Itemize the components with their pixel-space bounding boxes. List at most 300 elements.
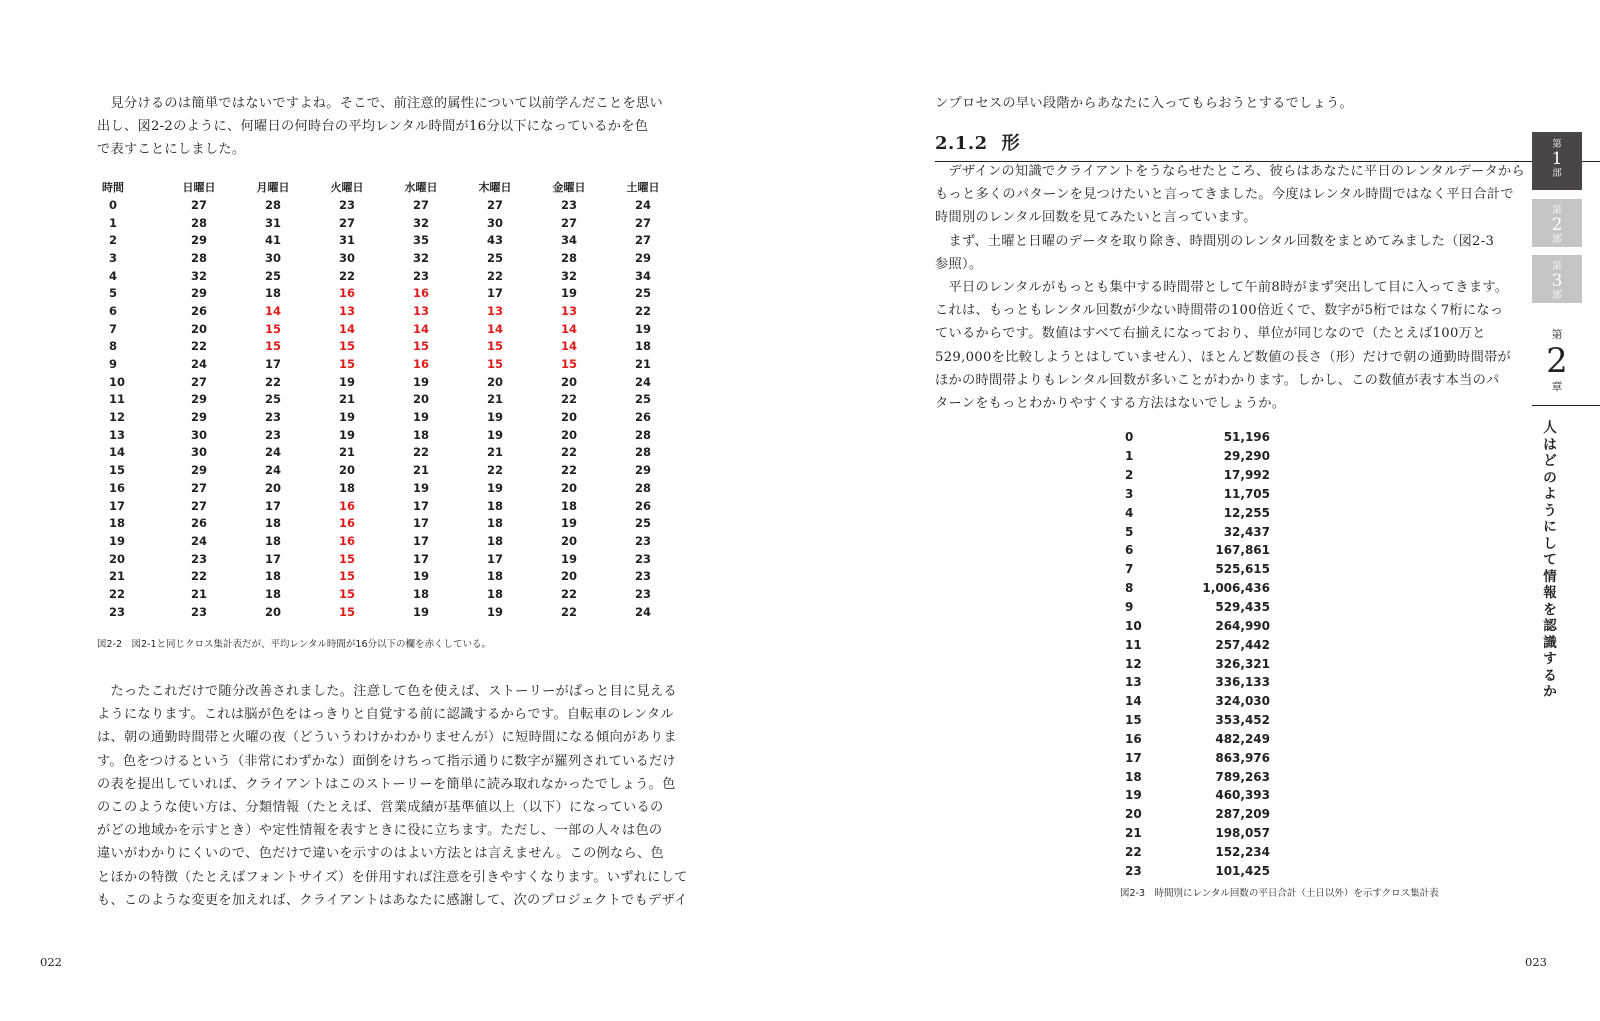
value-cell: 21: [486, 392, 503, 407]
table-row: [96, 373, 680, 391]
value-cell: 18: [486, 516, 503, 531]
value-cell: 28: [264, 197, 281, 212]
table-row: [96, 567, 680, 585]
hour-cell: 21: [1125, 826, 1142, 841]
value-cell: 25: [264, 392, 281, 407]
value-cell: 17: [412, 551, 429, 566]
table-row: [1125, 654, 1270, 673]
table-row: [1125, 711, 1270, 730]
table-row: [1125, 447, 1270, 466]
value-cell: 26: [634, 498, 651, 513]
total-cell: 51,196: [1223, 430, 1270, 445]
hour-cell: 16: [109, 480, 126, 495]
value-cell: 22: [560, 604, 577, 619]
value-cell: 14: [486, 321, 503, 336]
value-cell: 29: [190, 410, 207, 425]
text-line: 時間別のレンタル回数を見てみたいと言っています。: [935, 210, 1257, 226]
value-cell: 29: [190, 233, 207, 248]
value-cell: 16: [338, 286, 355, 301]
hour-cell: 3: [1125, 486, 1134, 501]
hour-cell: 4: [109, 268, 118, 283]
value-cell: 23: [264, 410, 281, 425]
value-cell: 29: [190, 463, 207, 478]
hour-cell: 11: [1125, 637, 1142, 652]
hour-cell: 12: [109, 410, 126, 425]
table-row: [96, 267, 680, 285]
text-line: 違いがわかりにくいので、色だけで違いを示すのはよい方法とは言えません。この例なら、色: [97, 846, 664, 862]
value-cell: 24: [190, 357, 207, 372]
table-row: [1125, 748, 1270, 767]
text-line: これは、もっともレンタル回数が少ない時間帯の100倍近くで、数字が5桁ではなく7桁になっ: [935, 303, 1504, 319]
part-2-tab[interactable]: [1532, 199, 1582, 247]
value-cell: 17: [412, 498, 429, 513]
value-cell: 25: [634, 286, 651, 301]
value-cell: 25: [264, 268, 281, 283]
total-cell: 101,425: [1215, 863, 1270, 878]
total-cell: 529,435: [1215, 600, 1270, 615]
value-cell: 29: [190, 286, 207, 301]
value-cell: 28: [190, 250, 207, 265]
value-cell: 24: [634, 374, 651, 389]
value-cell: 23: [412, 268, 429, 283]
chapter-2-tab: [1532, 328, 1582, 394]
value-cell: 22: [560, 463, 577, 478]
table-row: [96, 249, 680, 267]
value-cell: 27: [560, 215, 577, 230]
column-header: 時間: [102, 181, 124, 194]
value-cell: 15: [338, 551, 355, 566]
value-cell: 15: [338, 569, 355, 584]
part-1-prefix: 第: [1552, 139, 1562, 150]
value-cell: 18: [338, 480, 355, 495]
value-cell: 15: [486, 357, 503, 372]
hour-cell: 19: [1125, 788, 1142, 803]
value-cell: 15: [338, 604, 355, 619]
value-cell: 30: [190, 445, 207, 460]
table-row: [1125, 466, 1270, 485]
total-cell: 1,006,436: [1202, 581, 1270, 596]
value-cell: 28: [634, 445, 651, 460]
value-cell: 26: [190, 516, 207, 531]
value-cell: 23: [634, 586, 651, 601]
text-line: で表すことにしました。: [97, 142, 246, 158]
value-cell: 27: [634, 215, 651, 230]
value-cell: 17: [264, 357, 281, 372]
table-row: [1125, 824, 1270, 843]
value-cell: 21: [634, 357, 651, 372]
column-header: 金曜日: [552, 181, 586, 194]
value-cell: 15: [264, 321, 281, 336]
total-cell: 198,057: [1215, 826, 1270, 841]
figure-caption-2-3: [1120, 886, 1439, 901]
value-cell: 32: [190, 268, 207, 283]
value-cell: 17: [264, 551, 281, 566]
intro-paragraph: [97, 92, 663, 162]
column-header: 土曜日: [626, 181, 660, 194]
value-cell: 18: [486, 586, 503, 601]
continued-line: ンプロセスの早い段階からあなたに入ってもらおうとするでしょう。: [935, 96, 1353, 111]
text-line: 見分けるのは簡単ではないですよね。そこで、前注意的属性について以前学んだことを思い: [97, 96, 663, 111]
hour-cell: 5: [109, 286, 118, 301]
table-row: [96, 284, 680, 302]
table-row: [1125, 861, 1270, 880]
hour-cell: 19: [109, 533, 126, 548]
total-cell: 12,255: [1223, 505, 1270, 520]
value-cell: 18: [264, 286, 281, 301]
value-cell: 16: [412, 357, 429, 372]
table-row: [96, 196, 680, 214]
value-cell: 19: [486, 427, 503, 442]
value-cell: 18: [560, 498, 577, 513]
total-cell: 326,321: [1215, 656, 1270, 671]
value-cell: 30: [190, 427, 207, 442]
value-cell: 19: [338, 427, 355, 442]
section-body: [935, 160, 1535, 415]
text-line: まず、土曜と日曜のデータを取り除き、時間別のレンタル回数をまとめてみました（図2-3: [935, 233, 1495, 249]
value-cell: 17: [412, 516, 429, 531]
total-cell: 264,990: [1215, 618, 1270, 633]
value-cell: 19: [634, 321, 651, 336]
table-row: [96, 479, 680, 497]
value-cell: 18: [412, 427, 429, 442]
table-row: [96, 514, 680, 532]
text-line: ほかの時間帯よりもレンタル回数が多いことがわかります。しかし、この数値が表す本当のパ: [935, 372, 1500, 388]
value-cell: 30: [486, 215, 503, 230]
left-page: [0, 0, 790, 1021]
value-cell: 32: [412, 215, 429, 230]
value-cell: 34: [634, 268, 651, 283]
value-cell: 28: [634, 480, 651, 495]
table-row: [1125, 616, 1270, 635]
total-cell: 789,263: [1215, 769, 1270, 784]
value-cell: 28: [190, 215, 207, 230]
table-row: [1125, 541, 1270, 560]
value-cell: 13: [338, 303, 355, 318]
hour-cell: 22: [1125, 844, 1142, 859]
value-cell: 22: [560, 586, 577, 601]
column-header: 水曜日: [404, 181, 438, 194]
text-line: ているからです。数値はすべて右揃えになっており、単位が同じなので（たとえば100万と: [935, 326, 1486, 342]
part-3-number: 3: [1551, 271, 1563, 291]
value-cell: 16: [412, 286, 429, 301]
total-cell: 17,992: [1223, 468, 1270, 483]
text-line: 参照）。: [935, 256, 983, 272]
table-row: [1125, 767, 1270, 786]
value-cell: 30: [338, 250, 355, 265]
chapter-suffix: 章: [1551, 380, 1563, 393]
value-cell: 14: [412, 321, 429, 336]
hour-cell: 10: [1125, 618, 1142, 633]
column-header: 火曜日: [330, 181, 364, 194]
part-3-prefix: 第: [1552, 261, 1562, 272]
total-cell: 29,290: [1223, 449, 1270, 464]
hour-cell: 3: [109, 250, 118, 265]
value-cell: 22: [338, 268, 355, 283]
value-cell: 34: [560, 233, 577, 248]
value-cell: 14: [560, 339, 577, 354]
value-cell: 19: [486, 410, 503, 425]
value-cell: 23: [338, 197, 355, 212]
value-cell: 22: [560, 392, 577, 407]
hour-cell: 15: [109, 463, 126, 478]
column-header: 木曜日: [478, 181, 512, 194]
hour-cell: 14: [109, 445, 126, 460]
value-cell: 27: [190, 197, 207, 212]
value-cell: 19: [338, 410, 355, 425]
weekday-average-table: [96, 178, 680, 621]
part-1-tab[interactable]: [1532, 132, 1582, 190]
value-cell: 32: [560, 268, 577, 283]
hour-cell: 1: [1125, 449, 1134, 464]
value-cell: 20: [560, 569, 577, 584]
text-line: 出し、図2-2のように、何曜日の何時台の平均レンタル時間が16分以下になっているかを色: [97, 119, 649, 135]
value-cell: 22: [486, 268, 503, 283]
part-3-suffix: 部: [1552, 290, 1562, 301]
hour-cell: 7: [109, 321, 118, 336]
hour-cell: 8: [109, 339, 118, 354]
table-row: [96, 603, 680, 621]
hour-cell: 2: [1125, 468, 1134, 483]
value-cell: 21: [190, 586, 207, 601]
part-1-suffix: 部: [1552, 168, 1562, 179]
text-line: 529,000を比較しようとはしていません）、ほとんど数値の長さ（形）だけで朝の通勤時間帯が: [935, 349, 1512, 365]
hour-cell: 9: [109, 357, 118, 372]
value-cell: 13: [560, 303, 577, 318]
table-row: [1125, 730, 1270, 749]
value-cell: 20: [560, 410, 577, 425]
value-cell: 16: [338, 533, 355, 548]
table-row: [96, 391, 680, 409]
value-cell: 25: [634, 516, 651, 531]
value-cell: 18: [264, 516, 281, 531]
value-cell: 17: [264, 498, 281, 513]
value-cell: 29: [190, 392, 207, 407]
total-cell: 287,209: [1215, 807, 1270, 822]
value-cell: 25: [634, 392, 651, 407]
value-cell: 21: [338, 392, 355, 407]
hour-cell: 22: [109, 586, 126, 601]
hour-cell: 21: [109, 569, 126, 584]
value-cell: 15: [486, 339, 503, 354]
text-line: 平日のレンタルがもっとも集中する時間帯として午前8時がまず突出して目に入ってきます。: [935, 280, 1509, 296]
value-cell: 23: [634, 551, 651, 566]
table-row: [1125, 428, 1270, 447]
total-cell: 525,615: [1215, 562, 1270, 577]
value-cell: 18: [264, 533, 281, 548]
hour-cell: 16: [1125, 731, 1142, 746]
table-row: [96, 231, 680, 249]
value-cell: 43: [486, 233, 503, 248]
hour-cell: 23: [109, 604, 126, 619]
value-cell: 19: [560, 516, 577, 531]
value-cell: 15: [412, 339, 429, 354]
value-cell: 26: [190, 303, 207, 318]
value-cell: 19: [486, 480, 503, 495]
hour-cell: 13: [1125, 675, 1142, 690]
value-cell: 24: [190, 533, 207, 548]
value-cell: 22: [190, 339, 207, 354]
text-line: は、朝の通勤時間帯と火曜の夜（どういうわけかわかりませんが）に短時間になる傾向がありま: [97, 730, 677, 746]
table-row: [1125, 560, 1270, 579]
value-cell: 23: [264, 427, 281, 442]
value-cell: 16: [338, 498, 355, 513]
text-line: がどの地域かを示すとき）や定性情報を表すときに役に立ちます。ただし、一部の人々は色の: [97, 823, 663, 839]
value-cell: 22: [560, 445, 577, 460]
value-cell: 18: [634, 339, 651, 354]
hour-cell: 1: [109, 215, 118, 230]
table-row: [96, 426, 680, 444]
hour-cell: 2: [109, 233, 118, 248]
part-2-number: 2: [1551, 215, 1563, 235]
value-cell: 24: [634, 197, 651, 212]
value-cell: 28: [634, 427, 651, 442]
hour-cell: 11: [109, 392, 126, 407]
hour-cell: 17: [109, 498, 126, 513]
value-cell: 22: [412, 445, 429, 460]
value-cell: 14: [338, 321, 355, 336]
table-row: [1125, 503, 1270, 522]
column-header: 日曜日: [182, 181, 216, 194]
table-row: [1125, 635, 1270, 654]
hour-cell: 17: [1125, 750, 1142, 765]
value-cell: 26: [634, 410, 651, 425]
value-cell: 15: [338, 586, 355, 601]
hour-cell: 6: [1125, 543, 1134, 558]
hour-cell: 20: [109, 551, 126, 566]
value-cell: 17: [486, 551, 503, 566]
value-cell: 27: [190, 480, 207, 495]
value-cell: 32: [412, 250, 429, 265]
part-3-tab[interactable]: [1532, 255, 1582, 303]
table-row: [96, 550, 680, 568]
value-cell: 18: [264, 569, 281, 584]
value-cell: 19: [412, 604, 429, 619]
table-header-row: [96, 178, 680, 196]
value-cell: 31: [338, 233, 355, 248]
total-cell: 863,976: [1215, 750, 1270, 765]
value-cell: 18: [264, 586, 281, 601]
value-cell: 35: [412, 233, 429, 248]
table-row: [1125, 805, 1270, 824]
value-cell: 19: [412, 569, 429, 584]
table-row: [96, 444, 680, 462]
value-cell: 20: [412, 392, 429, 407]
value-cell: 17: [486, 286, 503, 301]
text-line: す。色をつけるという（非常にわずかな）面倒をけちって指示通りに数字が羅列されているだけ: [97, 753, 676, 769]
value-cell: 30: [264, 250, 281, 265]
section-heading: [935, 129, 1600, 162]
value-cell: 15: [338, 339, 355, 354]
figure-caption-2-2: 図2-2 図2-1と同じクロス集計表だが、平均レンタル時間が16分以下の欄を赤くしている。: [97, 639, 492, 650]
text-line: の表を提出していれば、クライアントはこのストーリーを簡単に読み取れなかったでしょう。色: [97, 776, 676, 792]
value-cell: 27: [190, 498, 207, 513]
value-cell: 24: [634, 604, 651, 619]
value-cell: 14: [264, 303, 281, 318]
table-row: [96, 302, 680, 320]
text-line: ようになります。これは脳が色をはっきりと自覚する前に認識するからです。自転車のレンタル: [97, 707, 674, 723]
hour-cell: 12: [1125, 656, 1142, 671]
value-cell: 19: [412, 480, 429, 495]
part-1-number: 1: [1551, 149, 1563, 169]
value-cell: 13: [412, 303, 429, 318]
section-number: 2.1.2: [935, 133, 988, 154]
value-cell: 20: [338, 463, 355, 478]
table-row: [1125, 598, 1270, 617]
hour-cell: 13: [109, 427, 126, 442]
value-cell: 13: [486, 303, 503, 318]
page-number-left: 022: [40, 955, 62, 969]
page-number-right: 023: [1525, 955, 1547, 969]
value-cell: 21: [338, 445, 355, 460]
value-cell: 19: [486, 604, 503, 619]
value-cell: 22: [264, 374, 281, 389]
table-row: [96, 585, 680, 603]
value-cell: 24: [264, 463, 281, 478]
chapter-prefix: 第: [1551, 328, 1563, 341]
value-cell: 20: [560, 480, 577, 495]
value-cell: 19: [560, 551, 577, 566]
value-cell: 20: [264, 480, 281, 495]
value-cell: 23: [190, 604, 207, 619]
value-cell: 15: [560, 357, 577, 372]
table-row: [1125, 485, 1270, 504]
hour-cell: 18: [109, 516, 126, 531]
value-cell: 14: [560, 321, 577, 336]
value-cell: 22: [486, 463, 503, 478]
hour-cell: 10: [109, 374, 126, 389]
value-cell: 27: [190, 374, 207, 389]
value-cell: 20: [560, 533, 577, 548]
value-cell: 20: [560, 427, 577, 442]
total-cell: 257,442: [1215, 637, 1270, 652]
value-cell: 18: [486, 533, 503, 548]
hour-cell: 9: [1125, 600, 1134, 615]
value-cell: 21: [486, 445, 503, 460]
total-cell: 353,452: [1215, 713, 1270, 728]
value-cell: 20: [486, 374, 503, 389]
value-cell: 22: [190, 569, 207, 584]
value-cell: 20: [264, 604, 281, 619]
value-cell: 20: [560, 374, 577, 389]
value-cell: 21: [412, 463, 429, 478]
total-cell: 482,249: [1215, 731, 1270, 746]
table-row: [96, 214, 680, 232]
hour-cell: 5: [1125, 524, 1134, 539]
table-row: [96, 497, 680, 515]
text-line: デザインの知識でクライアントをうならせたところ、彼らはあなたに平日のレンタルデータから: [935, 164, 1525, 179]
value-cell: 17: [412, 533, 429, 548]
total-cell: 152,234: [1215, 844, 1270, 859]
value-cell: 19: [560, 286, 577, 301]
table-row: [1125, 579, 1270, 598]
value-cell: 29: [634, 463, 651, 478]
text-line: ターンをもっとわかりやすくする方法はないでしょうか。: [935, 396, 1286, 412]
text-line: 図2-3 時間別にレンタル回数の平日合計: [1120, 888, 1297, 899]
hour-cell: 4: [1125, 505, 1134, 520]
part-2-suffix: 部: [1552, 234, 1562, 245]
hour-cell: 6: [109, 303, 118, 318]
value-cell: 23: [190, 551, 207, 566]
table-row: [1125, 843, 1270, 862]
total-cell: 336,133: [1215, 675, 1270, 690]
value-cell: 27: [634, 233, 651, 248]
table-row: [1125, 692, 1270, 711]
chapter-number: 2: [1546, 341, 1568, 381]
value-cell: 27: [412, 197, 429, 212]
value-cell: 22: [634, 303, 651, 318]
table-row: [96, 338, 680, 356]
hour-cell: 15: [1125, 713, 1142, 728]
